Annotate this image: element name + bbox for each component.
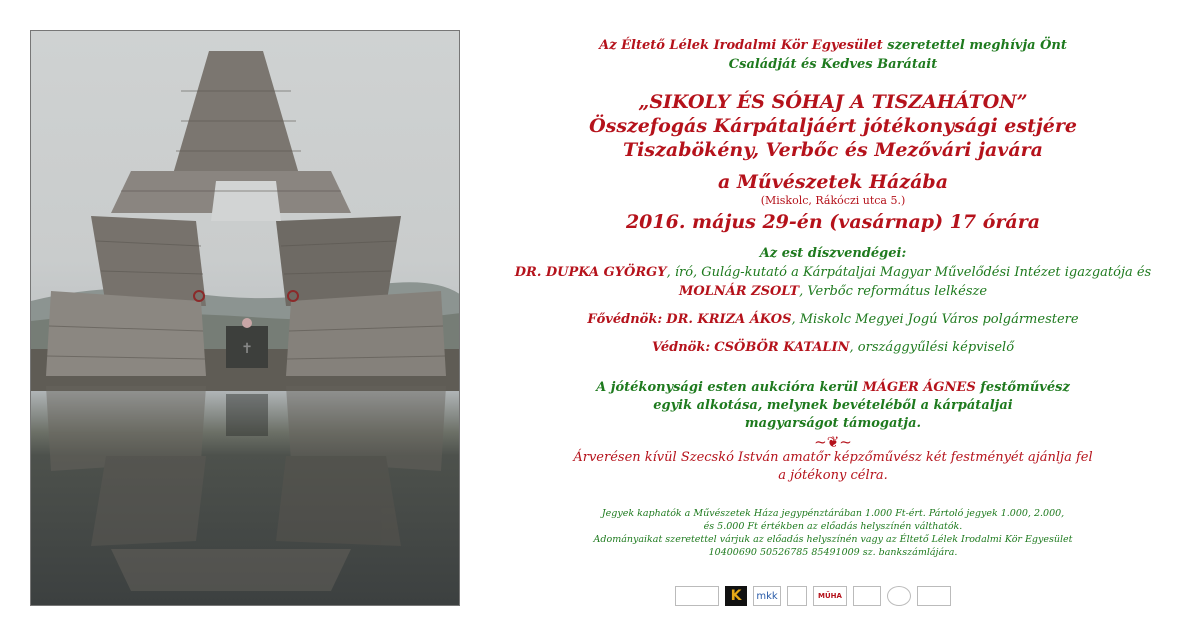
intro-line-1 [472,36,1194,55]
patron-desc: , Miskolc Megyei Jogú Város polgármestere [791,312,1079,327]
organizer-name: Az Éltető Lélek Irodalmi Kör Egyesület [599,38,883,53]
guest-2-name: MOLNÁR ZSOLT [678,284,800,299]
logo-mkk: mkk [753,586,781,606]
logo-7 [887,586,911,606]
sponsor-desc: , országgyűlési képviselő [849,340,1015,355]
sponsor-label: Védnök: [651,340,711,355]
patron-name: DR. KRIZA ÁKOS [666,312,792,327]
auction-pre: A jótékonysági esten aukcióra kerül [596,380,858,395]
intro-line-1-rest: szeretettel meghívja Önt [887,38,1067,53]
patron [472,311,1194,329]
guest-2-desc: , Verbőc református lelkésze [799,284,988,299]
tickets-line-2: és 5.000 Ft értékben az előadás helyszínén válthatók. [703,521,963,532]
tickets-line-1: Jegyek kaphatók a Művészetek Háza jegypénztárában 1.000 Ft-ért. Pártoló jegyek 1.000, 2.000, [601,508,1065,519]
extra-line-2: a jótékony célra. [778,468,888,483]
event-subtitle-1: Összefogás Kárpátaljáért jótékonysági estjére [589,115,1077,137]
guest-1-name: DR. DUPKA GYÖRGY [514,265,667,280]
sponsor-name: CSÖBÖR KATALIN [714,340,850,355]
intro-line-2: Családját és Kedves Barátait [728,57,938,72]
guests-heading: Az est díszvendégei: [759,246,907,261]
auction-artist: MÁGER ÁGNES [862,380,976,395]
patron-label: Fővédnök: [587,312,663,327]
tickets-line-3: Adományaikat szeretettel várjuk az előadás helyszínén vagy az Éltető Lélek Irodalmi Kör Egyesület [593,534,1073,545]
sponsor-logos [675,585,975,607]
svg-text:✝: ✝ [241,341,253,357]
venue: a Művészetek Házába [717,171,949,193]
guest-2 [472,282,1194,301]
logo-k: K [725,586,747,606]
event-date: 2016. május 29-én (vasárnap) 17 órára [625,211,1041,233]
auction-post: festőművész [980,380,1070,395]
event-subtitle-2: Tiszabökény, Verbőc és Mezővári javára [623,139,1043,161]
ornament-divider: ~❦~ [814,433,852,451]
auction-line-3: magyarságot támogatja. [744,416,922,431]
event-title: „SIKOLY ÉS SÓHAJ A TISZAHÁTON” [638,91,1028,113]
address: (Miskolc, Rákóczi utca 5.) [760,194,906,207]
logo-4 [787,586,807,606]
guest-1-desc: , író, Gulág-kutató a Kárpátaljai Magyar Művelődési Intézet igazgatója és [666,265,1152,280]
guest-1 [472,263,1194,282]
sponsor [472,339,1194,357]
logo-muha: MŰHA [813,586,847,606]
monument-photo [30,30,460,606]
logo-8 [917,586,951,606]
extra-line-1: Árverésen kívül Szecskó István amatőr képzőművész két festményét ajánlja fel [573,450,1093,465]
logo-6 [853,586,881,606]
monument-illustration [31,31,460,606]
invitation-text [472,36,1194,559]
tickets-line-4: 10400690 50526785 85491009 sz. bankszámlájára. [708,547,958,558]
logo-1 [675,586,719,606]
auction-line-1 [472,379,1194,397]
auction-line-2: egyik alkotása, melynek bevételéből a kárpátaljai [653,398,1013,413]
